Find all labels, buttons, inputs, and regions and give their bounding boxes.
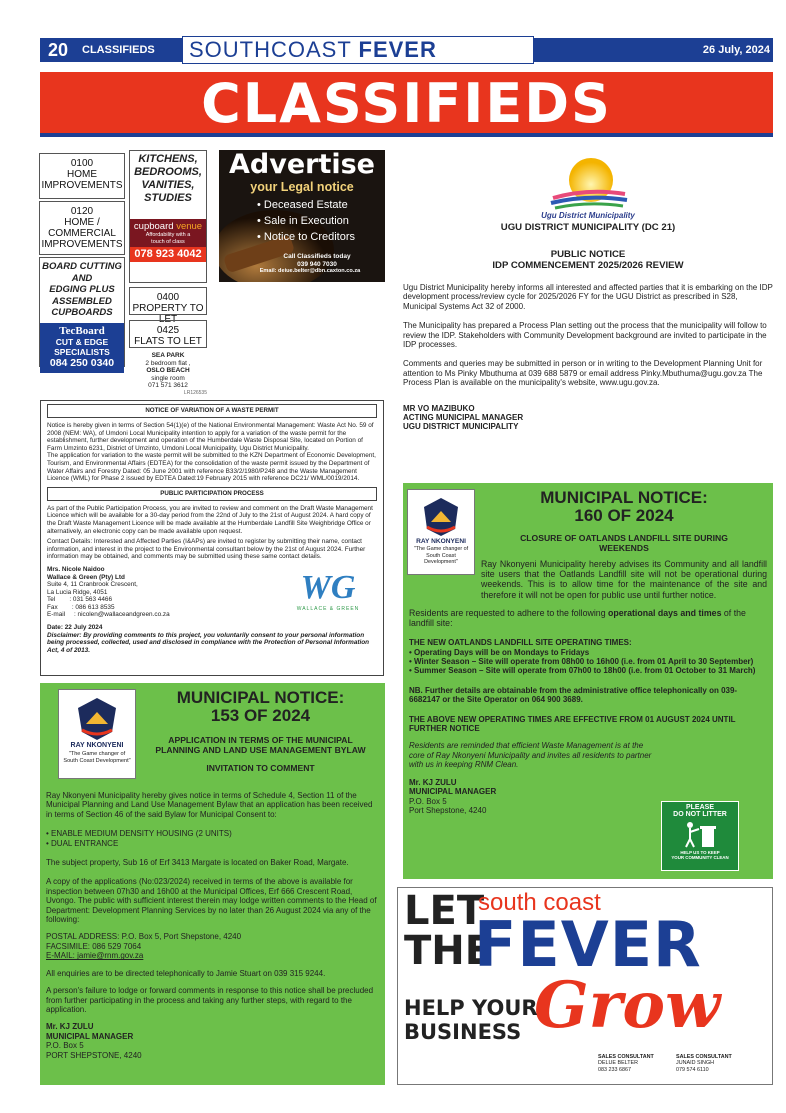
bin-icon <box>680 819 720 849</box>
consultant-phone: 079 574 6110 <box>676 1066 709 1073</box>
signatory: Mr. KJ ZULU <box>409 777 457 787</box>
consultant-title: SALES CONSULTANT <box>676 1054 732 1060</box>
ugu-paragraph: Ugu District Municipality hereby informs all interested and affected parties that it is embarking on the IDP development process/review cycle for 2025/2026 FY for the UGU District as prescribed in S28, Municipal Systems Act 32 of 2000. <box>403 283 773 311</box>
grow-text: Grow <box>534 968 721 1043</box>
issue-date: 26 July, 2024 <box>702 44 770 56</box>
kitchens-line: VANITIES, <box>141 179 195 191</box>
signatory-address: Port Shepstone, 4240 <box>409 805 487 815</box>
signatory-title: MUNICIPAL MANAGER <box>46 1031 134 1041</box>
times-heading: THE NEW OATLANDS LANDFILL SITE OPERATING TIMES: <box>409 638 632 648</box>
ugu-sun-logo <box>543 150 633 210</box>
category-label: PROPERTY TO LET <box>132 303 204 325</box>
category-0425 <box>129 320 207 348</box>
page-number: 20 <box>40 38 76 62</box>
ugu-org: UGU DISTRICT MUNICIPALITY (DC 21) <box>500 222 676 233</box>
effective-notice: THE ABOVE NEW OPERATING TIMES ARE EFFECTIVE FROM 01 AUGUST 2024 UNTIL FURTHER NOTICE <box>409 714 736 734</box>
consultant-title: SALES CONSULTANT <box>598 1054 654 1060</box>
consultant-name: JUNAID SINGH <box>676 1060 715 1067</box>
tecboard-line: EDGING PLUS <box>49 284 115 295</box>
category-label: HOME / <box>64 217 100 228</box>
text-bold: operational days and times <box>608 607 722 618</box>
advertise-bullet: • Deceased Estate <box>257 199 348 211</box>
text-span: of the landfill site: <box>409 607 746 629</box>
waste-disclaimer: Disclaimer: By providing comments to this project, you voluntarily consent to your personal information being processed, collected, used and disclosed in compliance with the Protection of Personal Information Act, 4 of 2013. <box>47 631 370 654</box>
contact-line: Suite 4, 11 Cranbrook Crescent, <box>47 581 138 589</box>
sea-park-line: 071 571 3612 <box>148 382 188 389</box>
notice-paragraph: The subject property, Sub 16 of Erf 3413 Margate is located on Baker Road, Margate. <box>46 858 349 868</box>
ugu-notice-title: PUBLIC NOTICE <box>550 249 626 260</box>
notice-paragraph: All enquiries are to be directed telephonically to Jamie Stuart on 039 315 9244. <box>46 968 326 978</box>
ugu-signatory-title: ACTING MUNICIPAL MANAGER <box>403 413 524 423</box>
notice-subheading: APPLICATION IN TERMS OF THE MUNICIPAL PLANNING AND LAND USE MANAGEMENT BYLAW <box>155 735 366 755</box>
signatory-address: P.O. Box 5 <box>46 1041 84 1051</box>
waste-heading: NOTICE OF VARIATION OF A WASTE PERMIT <box>47 404 377 418</box>
litter-text: DO NOT LITTER <box>673 811 727 818</box>
shield-icon <box>418 494 464 538</box>
wg-name: WALLACE & GREEN <box>296 605 360 612</box>
fever-grow-ad <box>397 887 773 1085</box>
notice-paragraph: Ray Nkonyeni Municipality hereby gives notice in terms of Schedule 4, Section 11 of the Municipal Planning and Land Use Management Bylaw that an application has been received in terms of Section 46 of the said Bylaw for Municipal Consent to: <box>46 791 373 819</box>
category-code: 0100 <box>70 158 94 169</box>
consultant-2 <box>676 1054 732 1073</box>
bullet-text: Notice to Creditors <box>263 231 356 243</box>
tecboard-line: CUPBOARDS <box>51 307 113 318</box>
waste-heading-2: PUBLIC PARTICIPATION PROCESS <box>47 487 377 501</box>
advertise-bullet: • Sale in Execution <box>257 215 349 227</box>
times-item: • Operating Days will be on Mondays to Fridays <box>409 647 590 657</box>
contact-line: La Lucia Ridge, 4051 <box>47 588 108 596</box>
notice-number: 153 OF 2024 <box>210 706 311 725</box>
kitchens-phone: 078 923 4042 <box>130 247 206 262</box>
advertise-subtitle: your Legal notice <box>250 180 354 194</box>
category-label: HOME <box>67 169 97 180</box>
postal-address: POSTAL ADDRESS: P.O. Box 5, Port Shepstone, 4240 <box>46 932 242 942</box>
advertise-email: Email: deiue.belter@dbn.caxton.co.za <box>259 268 361 274</box>
category-code: 0120 <box>70 206 94 217</box>
category-label: IMPROVEMENTS <box>41 180 123 191</box>
tecboard-phone: 084 250 0340 <box>49 356 115 369</box>
ray-nkonyeni-logo <box>407 489 475 575</box>
waste-date: Date: 22 July 2024 <box>47 624 103 632</box>
sea-park-ref: LR126535 <box>183 389 207 396</box>
consultant-phone: 083 233 6867 <box>598 1066 631 1073</box>
kitchens-line: KITCHENS, <box>138 153 198 165</box>
waste-paragraph: Contact Details: Interested and Affected Parties (I&APs) are invited to register by submitting their name, contact information, and interest in the project to the Environmental consultant below by the 21st of August 2024. Further information may be obtained, and comments may be submitted using these same contact details. <box>47 538 366 561</box>
category-label: IMPROVEMENTS <box>41 239 123 250</box>
waste-paragraph: Notice is hereby given in terms of Section 54(1)(e) of the National Environmental Management: Waste Act No. 59 of 2008 (NEM: WA), of Umdoni Local Municipality intention to apply for a variation of the waste permit for the establishment, further development and operation of the Humberdale Waste Disposal Site, located on Portion of Farm Umzinto 6231, District of Umzinto, Umdoni Local Municipality, Ugu District Municipality. <box>47 422 374 452</box>
cupboard-venue-logo <box>130 221 206 232</box>
contact-line: E-mail : nicolen@wallaceandgreen.co.za <box>47 611 170 619</box>
masthead-bold: FEVER <box>358 37 437 62</box>
notice-title: MUNICIPAL NOTICE: <box>540 488 708 507</box>
times-item: • Winter Season – Site will operate from 08h00 to 16h00 (i.e. from 01 April to 30 September) <box>409 657 754 667</box>
email-link[interactable]: E-MAIL: jamie@rnm.gov.za <box>46 951 144 961</box>
south-coast-text: south coast <box>478 889 601 916</box>
notice-paragraph <box>409 608 767 628</box>
notice-title: MUNICIPAL NOTICE: <box>176 688 345 707</box>
waste-paragraph: The application for variation to the waste permit will be submitted to the KZN Department of Economic Development, Tourism, and Environmental Affairs (EDTEA) for the consolidation of the waste permit issued by the Department of Water Affairs and Forestry Dated: 05 June 2001 with reference B33/2/1980/P248 and the Waste Management Licence (WML) for Phase 2 issued by EDTEA Dated:19 February 2015 with reference DC21/ WML/0019/2014. <box>47 452 376 483</box>
bullet-text: Deceased Estate <box>263 199 348 211</box>
advertise-title: Advertise <box>229 150 375 180</box>
signatory-address: P.O. Box 5 <box>409 796 447 806</box>
consultant-1 <box>598 1054 654 1073</box>
notice-subheading: CLOSURE OF OATLANDS LANDFILL SITE DURING WEEKENDS <box>520 533 728 553</box>
municipal-notice-153 <box>40 683 385 1085</box>
contact-line: Tel : 031 563 4466 <box>47 596 113 604</box>
advertise-bullet: • Notice to Creditors <box>257 231 356 243</box>
category-code: 0400 <box>156 292 180 303</box>
tecboard-line: BOARD CUTTING <box>42 261 122 272</box>
contact-line: Wallace & Green (Pty) Ltd <box>47 573 125 581</box>
the-text: THE <box>404 928 493 974</box>
contact-line: Fax : 086 613 8535 <box>47 603 115 611</box>
tecboard-tag: CUT & EDGE <box>55 336 109 347</box>
ugu-notice <box>403 150 773 470</box>
notice-paragraph: A person's failure to lodge or forward comments in response to this notice shall be precluded from further participating in the process and taking any further steps, with regard to the application. <box>46 986 374 1014</box>
signatory-address: PORT SHEPSTONE, 4240 <box>46 1050 142 1060</box>
kitchens-tagline: Affordability with a <box>145 232 191 238</box>
contact-line: Mrs. Nicole Naidoo <box>47 565 105 573</box>
logo-part: venue <box>176 221 203 232</box>
tecboard-ad <box>39 257 125 367</box>
litter-text: PLEASE <box>685 804 714 811</box>
advertise-phone: 039 940 7030 <box>297 260 337 268</box>
advertise-call: Call Classifieds today <box>283 253 351 260</box>
ugu-paragraph: Comments and queries may be submitted in person or in writing to the Development Planning Unit for attention to Ms Pinky Mbuthuma at 039 688 5879 or email address Pinky.Mbuthuma@ugu.gov.za The Process Plan is available on the municipality's website, www.ugu.gov.za. <box>403 359 763 388</box>
litter-text: HELP US TO KEEP <box>680 850 720 855</box>
logo-name: RAY NKONYENI <box>70 742 124 749</box>
sea-park-ad <box>129 352 207 396</box>
sea-park-line: SEA PARK <box>151 352 185 359</box>
notice-number: 160 OF 2024 <box>574 506 674 525</box>
ugu-signatory-org: UGU DISTRICT MUNICIPALITY <box>403 422 519 432</box>
classifieds-banner: CLASSIFIEDS <box>40 72 773 137</box>
business-text: BUSINESS <box>404 1020 522 1044</box>
advertise-legal-ad <box>219 150 385 282</box>
notice-paragraph: A copy of the applications (No:023/2024) received in terms of the above is available for inspection between 07h30 and 16h00 at the Municipal Offices, Erf 666 Crescent Road, Uvongo. The public with sufficient interest therein may lodge written comments to the Head of Department: Development Planning Services by no later than 26 August 2024 via any of the following: <box>46 877 377 925</box>
ugu-paragraph: The Municipality has prepared a Process Plan setting out the process that the municipality will follow to review the IDP. Stakeholders with Community Development background are invited to participate in the IDP processes. <box>403 321 767 350</box>
kitchens-ad <box>129 150 207 283</box>
kitchens-line: STUDIES <box>144 192 192 204</box>
logo-part: cupboard <box>133 221 174 232</box>
notice-bullet: • DUAL ENTRANCE <box>46 838 119 848</box>
signatory-title: MUNICIPAL MANAGER <box>409 787 497 797</box>
tecboard-logo: TecBoard <box>59 324 105 337</box>
notice-bullet: • ENABLE MEDIUM DENSITY HOUSING (2 UNITS) <box>46 829 232 839</box>
bullet-text: Sale in Execution <box>263 215 349 227</box>
sea-park-line: 2 bedroom flat , <box>145 359 191 367</box>
wallace-green-logo <box>283 570 373 612</box>
text-span: Residents are requested to adhere to the following <box>409 607 609 618</box>
tecboard-line: AND <box>71 272 93 284</box>
ugu-notice-subtitle: IDP COMMENCEMENT 2025/2026 REVIEW <box>492 260 684 271</box>
let-text: LET <box>404 888 485 934</box>
municipal-notice-160 <box>403 483 773 879</box>
tecboard-line: ASSEMBLED <box>52 295 112 307</box>
category-0100 <box>39 153 125 199</box>
consultant-name: DELUE BELTER <box>598 1060 639 1067</box>
sea-park-line: OSLO BEACH <box>146 367 190 374</box>
facsimile: FACSIMILE: 086 529 7064 <box>46 941 142 951</box>
category-0400 <box>129 287 207 325</box>
ugu-logo-text: Ugu District Municipality <box>541 211 635 220</box>
do-not-litter-badge <box>661 801 739 871</box>
notice-subheading-2: INVITATION TO COMMENT <box>206 763 315 773</box>
wg-mark: WG <box>300 568 356 606</box>
category-code: 0425 <box>156 325 180 336</box>
section-label: CLASSIFIEDS <box>82 38 182 62</box>
logo-tagline: "The Game changer of South Coast Development" <box>63 751 131 764</box>
shield-icon <box>72 694 122 742</box>
kitchens-line: BEDROOMS, <box>134 166 202 178</box>
masthead-light: SOUTHCOAST <box>189 37 352 62</box>
category-0120 <box>39 201 125 255</box>
signatory: Mr. KJ ZULU <box>46 1022 94 1032</box>
times-item: • Summer Season – Site will operate from 07h00 to 18h00 (i.e. from 01 October to 31 March) <box>409 666 756 676</box>
nb-details: NB. Further details are obtainable from the administrative office telephonically on 039-6682147 or the Site Operator on 064 900 3689. <box>409 685 738 705</box>
waste-paragraph: As part of the Public Participation Process, you are invited to review and comment on the Draft Waste Management Licence which will be available for a 30-day period from the 22nd of July to the 21st of August 2024. A hard copy of the Draft Waste Management Licence will be made available at the Humberdale Landfill Site Weighbridge Office or alternatively, an electronic copy can be made available upon request. <box>47 504 373 535</box>
kitchens-tagline: touch of class <box>151 238 185 245</box>
masthead <box>182 36 534 64</box>
sea-park-line: single room <box>151 374 185 382</box>
category-label: COMMERCIAL <box>48 228 116 239</box>
category-label: FLATS TO LET <box>134 336 202 347</box>
ugu-signatory: MR VO MAZIBUKO <box>403 403 475 413</box>
litter-text: YOUR COMMUNITY CLEAN <box>671 855 729 860</box>
tecboard-tag: SPECIALISTS <box>54 346 110 357</box>
logo-tagline: "The Game changer of South Coast Development" <box>413 546 469 566</box>
ray-nkonyeni-logo <box>58 689 136 779</box>
waste-permit-notice <box>40 400 384 676</box>
reminder: Residents are reminded that efficient Waste Management is at the core of Ray Nkonyeni Municipality and invites all residents to partner with us in keeping RNM Clean. <box>409 741 652 770</box>
fever-text: FEVER <box>474 908 702 981</box>
logo-name: RAY NKONYENI <box>416 538 466 545</box>
help-text: HELP YOUR <box>404 996 538 1020</box>
notice-paragraph: Ray Nkonyeni Municipality hereby advises its Community and all landfill site users that the Oatlands Landfill site will not be operational during weekends. This is to allow time for the maintenance of the site and therefore it will not be open for public use until further notice. <box>481 559 767 600</box>
